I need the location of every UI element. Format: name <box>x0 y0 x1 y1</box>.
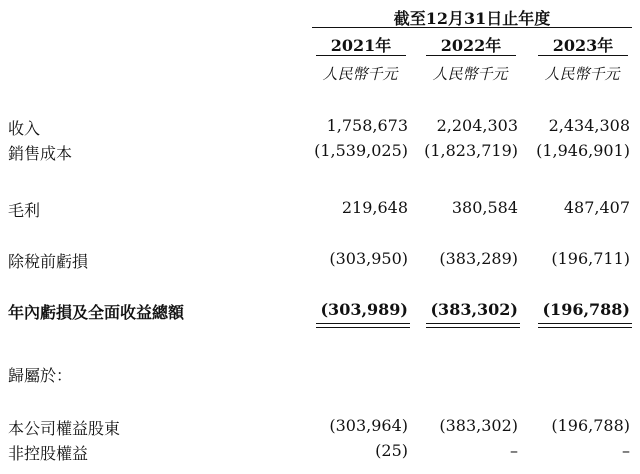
total-double-rule-2021-top <box>316 323 410 324</box>
equity-shareholders-2022: (383,302) <box>439 416 518 435</box>
year-2022-rule <box>426 55 516 56</box>
row-label-loss-before-tax: 除稅前虧損 <box>8 252 89 271</box>
year-2021-header: 2021年 <box>330 36 392 55</box>
period-header-rule <box>312 27 632 28</box>
loss-before-tax-2022: (383,289) <box>439 249 518 268</box>
cost-of-sales-2021: (1,539,025) <box>314 141 408 160</box>
loss-before-tax-2023: (196,711) <box>551 249 630 268</box>
gross-profit-2021: 219,648 <box>341 198 408 217</box>
row-label-attributable-to: 歸屬於： <box>8 366 73 385</box>
row-label-cost-of-sales: 銷售成本 <box>8 144 73 163</box>
row-label-equity-shareholders: 本公司權益股東 <box>8 419 121 438</box>
revenue-2022: 2,204,303 <box>436 116 518 135</box>
row-label-total-comprehensive-loss: 年內虧損及全面收益總額 <box>8 303 185 322</box>
gross-profit-2023: 487,407 <box>563 198 630 217</box>
row-label-gross-profit: 毛利 <box>8 201 41 220</box>
equity-shareholders-2021: (303,964) <box>329 416 408 435</box>
row-label-revenue: 收入 <box>8 119 41 138</box>
total-comprehensive-loss-2021: (303,989) <box>320 300 408 319</box>
loss-before-tax-2021: (303,950) <box>329 249 408 268</box>
unit-2022: 人民幣千元 <box>432 65 508 83</box>
total-double-rule-2021-bottom <box>316 327 410 328</box>
total-double-rule-2022-top <box>426 323 520 324</box>
non-controlling-interests-2023: – <box>622 441 630 460</box>
total-double-rule-2022-bottom <box>426 327 520 328</box>
total-double-rule-2023-bottom <box>538 327 632 328</box>
total-comprehensive-loss-2022: (383,302) <box>430 300 518 319</box>
total-comprehensive-loss-2023: (196,788) <box>542 300 630 319</box>
row-label-non-controlling-interests: 非控股權益 <box>8 444 89 463</box>
year-2022-header: 2022年 <box>440 36 502 55</box>
period-header: 截至12月31日止年度 <box>393 9 551 28</box>
equity-shareholders-2023: (196,788) <box>551 416 630 435</box>
year-2023-header: 2023年 <box>552 36 614 55</box>
year-2023-rule <box>538 55 628 56</box>
cost-of-sales-2023: (1,946,901) <box>536 141 630 160</box>
revenue-2021: 1,758,673 <box>326 116 408 135</box>
non-controlling-interests-2021: (25) <box>375 441 408 460</box>
cost-of-sales-2022: (1,823,719) <box>424 141 518 160</box>
year-2021-rule <box>316 55 406 56</box>
gross-profit-2022: 380,584 <box>451 198 518 217</box>
unit-2021: 人民幣千元 <box>322 65 398 83</box>
non-controlling-interests-2022: – <box>510 441 518 460</box>
total-double-rule-2023-top <box>538 323 632 324</box>
unit-2023: 人民幣千元 <box>544 65 620 83</box>
revenue-2023: 2,434,308 <box>548 116 630 135</box>
